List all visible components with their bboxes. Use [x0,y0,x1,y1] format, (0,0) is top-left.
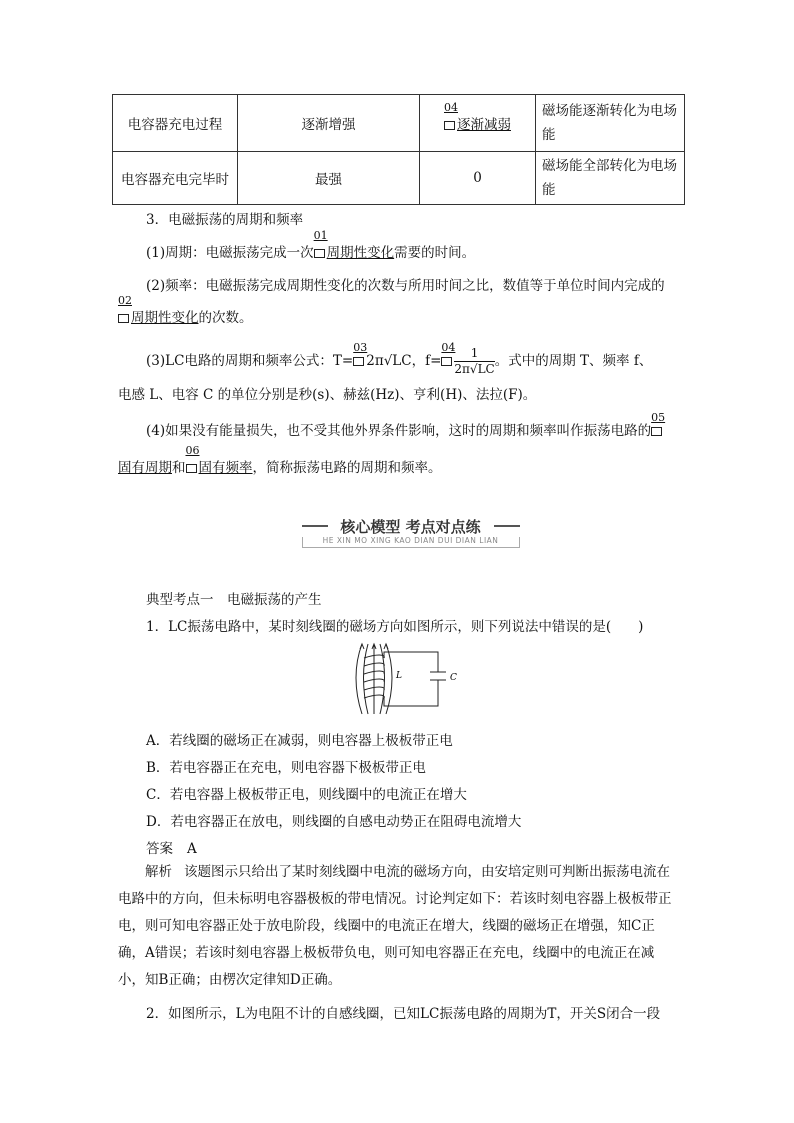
option-d: D．若电容器正在放电，则线圈的自感电动势正在阻碍电流增大 [146,814,522,830]
blank-box-icon [314,249,325,258]
paragraph-formula-line2: 电感 L、电容 C 的单位分别是秒(s)、赫兹(Hz)、亨利(H)、法拉(F)。 [118,387,537,403]
answer-label: 答案 [146,841,173,857]
table-cell: 磁场能逐渐转化为电场能 [536,95,685,152]
field-line [356,644,362,714]
fill-text: 固有周期 [118,460,172,476]
section-banner [298,516,523,549]
lc-circuit-figure [352,640,472,720]
banner-title: 核心模型 考点对点练 [340,518,481,536]
question-2: 2．如图所示，L为电阻不计的自感线圈，已知LC振荡电路的周期为T，开关S闭合一段 [146,1006,661,1022]
table-cell: 0 [420,152,536,205]
fill-text: 周期性变化 [131,310,199,326]
table-cell: 逐渐增强 [238,95,420,152]
field-line [364,644,369,714]
fill-text: 逐渐减弱 [457,117,511,133]
table-row [113,152,685,205]
blank-number: 04 [444,101,458,114]
blank-number: 05 [651,411,666,424]
table-cell: 电容器充电过程 [113,95,238,152]
paragraph-formula-line1: (3)LC电路的周期和频率公式：T= 03 2π√LC，f= 04 $\frac{1}{2\pi√LC}$ 。式中的周期 T、频率 f、 [146,341,653,376]
blank-box-icon [441,357,452,366]
blank-number: 03 [353,341,368,354]
field-line [386,644,392,714]
table-cell: 磁场能全部转化为电场能 [536,152,685,205]
formula-period: 2π√LC [366,353,412,369]
capacitor-label: C [450,673,457,683]
blank-box-icon [444,121,455,130]
paragraph-natural-line1: (4)如果没有能量损失，也不受其他外界条件影响，这时的周期和频率叫作振荡电路的 05 [146,411,666,439]
paragraph-natural-line2: 固有周期和 06 固有频率，简称振荡电路的周期和频率。 [118,444,442,476]
topic-heading: 典型考点一 电磁振荡的产生 [146,592,322,608]
blank-number: 04 [441,341,456,354]
inductor-label: L [396,671,402,681]
option-a: A．若线圈的磁场正在减弱，则电容器上极板带正电 [146,733,453,749]
fill-text: 周期性变化 [326,245,395,261]
formula-frequency: $\frac{1}{2\pi√LC}$ [454,346,495,376]
option-c: C．若电容器上极板带正电，则线圈中的电流正在增大 [146,787,467,803]
table-row [113,95,685,152]
blank-box-icon [651,427,662,436]
analysis-label: 解析 [145,864,172,880]
blank-number: 06 [185,444,200,457]
paragraph-period: (1)周期：电磁振荡完成一次 01 周期性变化需要的时间。 [146,229,476,261]
blank-box-icon [353,357,364,366]
table-cell: 最强 [238,152,420,205]
option-b: B．若电容器正在充电，则电容器下极板带正电 [146,760,426,776]
answer-line [146,837,197,857]
table-cell [420,95,536,152]
blank-number: 01 [313,229,328,242]
question-1: 1．LC振荡电路中，某时刻线圈的磁场方向如图所示，则下列说法中错误的是( ) [146,619,644,635]
summary-table [112,94,685,205]
answer-value: A [187,841,197,857]
paragraph-frequency-line1: (2)频率：电磁振荡完成周期性变化的次数与所用时间之比，数值等于单位时间内完成的 [146,278,665,294]
analysis-text: 该题图示只给出了某时刻线圈中电流的磁场方向，由安培定则可判断出振荡电流在电路中的方向，但未标明电容器极板的带电情况。讨论判定如下：若该时刻电容器上极板带正电，则可知电容器正处于放电阶段，线圈中的电流正在增大，线圈的磁场正在增强，知C正确，A错误；若该时刻电容器上极板带负电，则可知电容器正在充电，线圈中的电流正在减小，知B正确；由楞次定律知D正确。 [118,864,672,988]
analysis-paragraph [118,859,680,994]
table-cell: 电容器充电完毕时 [113,152,238,205]
blank-box-icon [118,314,129,323]
fill-text: 固有频率 [198,460,253,476]
blank-box-icon [186,464,197,473]
banner-subtitle: HE XIN MO XING KAO DIAN DUI DIAN LIAN [322,536,499,545]
section-heading: 3．电磁振荡的周期和频率 [146,212,304,228]
paragraph-frequency-line2: 02 周期性变化的次数。 [118,294,253,326]
blank-number: 02 [118,294,132,307]
